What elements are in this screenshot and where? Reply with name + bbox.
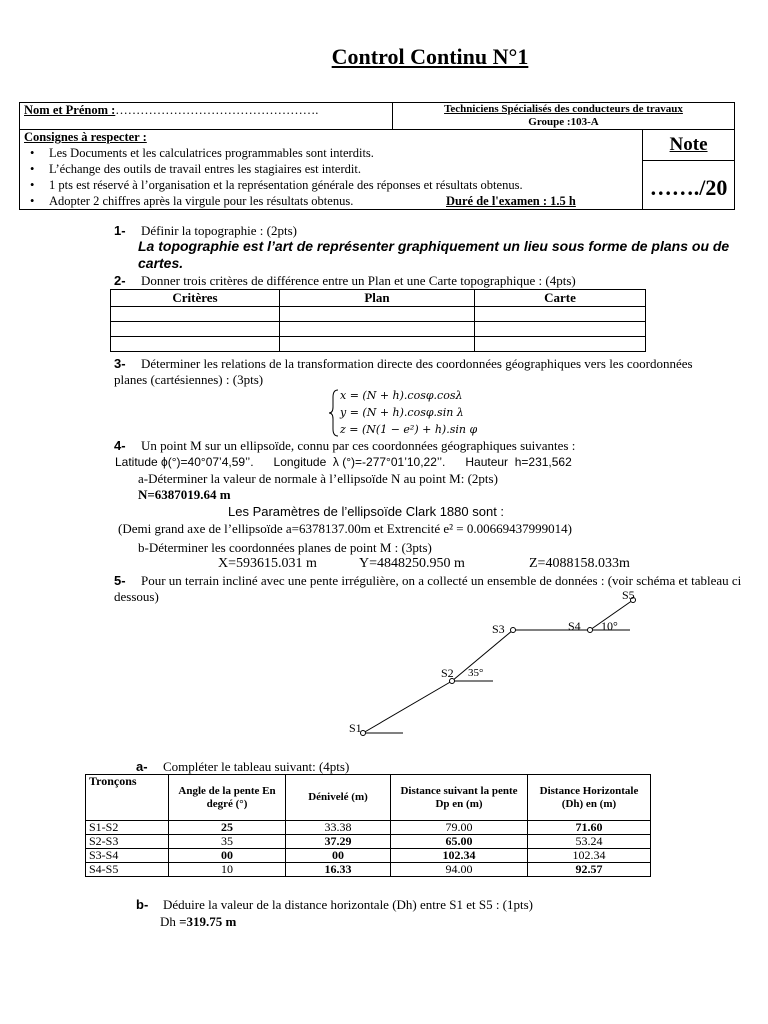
equation-system — [340, 387, 477, 438]
q3-text — [114, 356, 724, 388]
carte-cell[interactable] — [475, 322, 646, 337]
consignes-title: Consignes à respecter : — [24, 130, 147, 144]
criteria-table — [110, 289, 646, 352]
plan-header: Plan — [280, 290, 475, 307]
cell-troncon: S2-S3 — [86, 835, 169, 849]
q4-number: 4- — [114, 438, 126, 453]
cell-troncon: S1-S2 — [86, 821, 169, 835]
plan-cell[interactable] — [280, 337, 475, 352]
cell-angle: 35 — [169, 835, 286, 849]
table-row — [86, 863, 651, 877]
q4-b-text: b-Déterminer les coordonnées planes de point M : (3pts) — [138, 540, 432, 555]
q4-a-answer: N=6387019.64 m — [138, 487, 231, 502]
program-name: Techniciens Spécialisés des conducteurs de travaux — [444, 103, 683, 115]
q4-prompt: Un point M sur un ellipsoïde, connu par ces coordonnées géographiques suivantes : — [141, 438, 576, 453]
q4-z-result: Z=4088158.033m — [529, 556, 630, 571]
q5-b-answer: =319.75 m — [179, 914, 237, 929]
criteria-header: Critères — [111, 290, 280, 307]
q5-a-text — [136, 759, 349, 775]
angle-label-s2: 35° — [468, 667, 484, 679]
name-cell — [20, 103, 393, 130]
cell-denivele: 16.33 — [286, 863, 391, 877]
note-label: Note — [669, 134, 708, 155]
page-title: Control Continu N°1 — [331, 44, 529, 69]
equation-z: z = (N(1 − e²) + h).sin φ — [340, 423, 478, 436]
cell-dh: 71.60 — [528, 821, 651, 835]
plan-cell[interactable] — [280, 307, 475, 322]
label-s2: S2 — [441, 666, 454, 680]
table-row — [86, 835, 651, 849]
equation-y: y = (N + h).cosφ.sin λ — [340, 406, 464, 419]
note-cell — [643, 130, 735, 210]
brace-icon — [328, 389, 340, 437]
q5-a-prompt: Compléter le tableau suivant: (4pts) — [163, 759, 350, 774]
q5-number: 5- — [114, 573, 126, 588]
col-denivele: Dénivelé (m) — [286, 775, 391, 821]
q2-number: 2- — [114, 273, 126, 288]
q4-params: (Demi grand axe de l’ellipsoïde a=6378137.00m et Extrencité e² = 0.00669437999014) — [118, 521, 572, 536]
point-s3 — [511, 628, 516, 633]
cell-troncon: S3-S4 — [86, 849, 169, 863]
cell-dp: 79.00 — [391, 821, 528, 835]
consignes-cell — [20, 130, 643, 210]
q5-b-text — [136, 897, 533, 913]
cell-denivele: 00 — [286, 849, 391, 863]
carte-cell[interactable] — [475, 307, 646, 322]
q2-prompt: Donner trois critères de différence entre un Plan et une Carte topographique : (4pts) — [141, 273, 576, 288]
rules-list — [24, 145, 638, 209]
col-angle: Angle de la pente En degré (°) — [169, 775, 286, 821]
equation-x: x = (N + h).cosφ.cosλ — [340, 389, 463, 402]
col-dh: Distance Horizontale (Dh) en (m) — [528, 775, 651, 821]
rule-item — [28, 193, 638, 209]
cell-dh: 102.34 — [528, 849, 651, 863]
cell-dp: 65.00 — [391, 835, 528, 849]
point-s4 — [588, 628, 593, 633]
q1-number: 1- — [114, 223, 126, 238]
group-name: Groupe :103-A — [528, 116, 599, 128]
rule-item: • 1 pts est réservé à l’organisation et la représentation générale des réponses et résultats obtenus. — [28, 177, 638, 193]
cell-dp: 94.00 — [391, 863, 528, 877]
label-s1: S1 — [349, 721, 362, 735]
q1-answer: La topographie est l’art de représenter graphiquement un lieu sous forme de plans ou de cartes. — [138, 238, 730, 271]
q5-a-label: a- — [136, 759, 148, 774]
cell-angle: 00 — [169, 849, 286, 863]
cell-angle: 10 — [169, 863, 286, 877]
q4-a-text: a-Déterminer la valeur de normale à l’ellipsoïde N au point M: (2pts) — [138, 471, 498, 486]
q4-x-result: X=593615.031 m — [218, 556, 317, 571]
label-s3: S3 — [492, 622, 505, 636]
q5-b-label: b- — [136, 897, 149, 912]
plan-cell[interactable] — [280, 322, 475, 337]
note-score-text: ……./20 — [649, 175, 728, 200]
q1-text — [114, 223, 297, 239]
q5-prompt: Pour un terrain incliné avec une pente irrégulière, on a collecté un ensemble de données : (voir schéma et tableau ci dessous) — [114, 573, 742, 604]
q4-params-title: Les Paramètres de l’ellipsoïde Clark 1880 sont : — [228, 504, 505, 519]
name-dots: …………………………………………. — [115, 103, 319, 117]
cell-troncon: S4-S5 — [86, 863, 169, 877]
cell-denivele: 37.29 — [286, 835, 391, 849]
carte-header: Carte — [475, 290, 646, 307]
carte-cell[interactable] — [475, 337, 646, 352]
q4-text — [114, 438, 575, 454]
table-row — [86, 821, 651, 835]
cell-dh: 53.24 — [528, 835, 651, 849]
cell-dp: 102.34 — [391, 849, 528, 863]
q4-coordinates: Latitude ϕ(°)=40°07’4,59’’. Longitude λ (°)=-277°01’10,22’’. Hauteur h=231,562 — [115, 455, 572, 469]
exam-duration: Duré de l'examen : 1.5 h — [446, 194, 576, 208]
q5-b-prompt: Déduire la valeur de la distance horizontale (Dh) entre S1 et S5 : (1pts) — [163, 897, 534, 912]
q5-b-answer-line — [160, 914, 236, 930]
cell-denivele: 33.38 — [286, 821, 391, 835]
header-table — [19, 102, 735, 210]
q4-y-result: Y=4848250.950 m — [359, 556, 465, 571]
rule-item: • L’échange des outils de travail entres les stagiaires est interdit. — [28, 161, 638, 177]
slope-diagram — [330, 585, 660, 745]
rule-text: Adopter 2 chiffres après la virgule pour les résultats obtenus. — [49, 194, 354, 208]
rule-item: • Les Documents et les calculatrices programmables sont interdits. — [28, 145, 638, 161]
q1-prompt: Définir la topographie : (2pts) — [141, 223, 297, 238]
label-s4: S4 — [568, 619, 581, 633]
note-score — [643, 175, 734, 201]
criteria-cell[interactable] — [111, 322, 280, 337]
cell-angle: 25 — [169, 821, 286, 835]
q3-number: 3- — [114, 356, 126, 371]
q5-b-answer-prefix: Dh — [160, 914, 180, 929]
slope-data-table — [85, 774, 651, 877]
criteria-cell[interactable] — [111, 307, 280, 322]
program-cell — [393, 103, 735, 130]
criteria-cell[interactable] — [111, 337, 280, 352]
col-troncons: Tronçons — [86, 775, 169, 821]
table-row — [86, 849, 651, 863]
q3-prompt: Déterminer les relations de la transformation directe des coordonnées géographiques vers les coordonnées planes (cartésiennes) : (3pts) — [114, 356, 693, 387]
q2-text — [114, 273, 576, 289]
label-s5: S5 — [622, 588, 635, 602]
segment-s1-s2 — [363, 681, 452, 733]
angle-label-s4: 10° — [601, 619, 618, 633]
name-label: Nom et Prénom : — [24, 103, 116, 117]
col-dp: Distance suivant la pente Dp en (m) — [391, 775, 528, 821]
cell-dh: 92.57 — [528, 863, 651, 877]
